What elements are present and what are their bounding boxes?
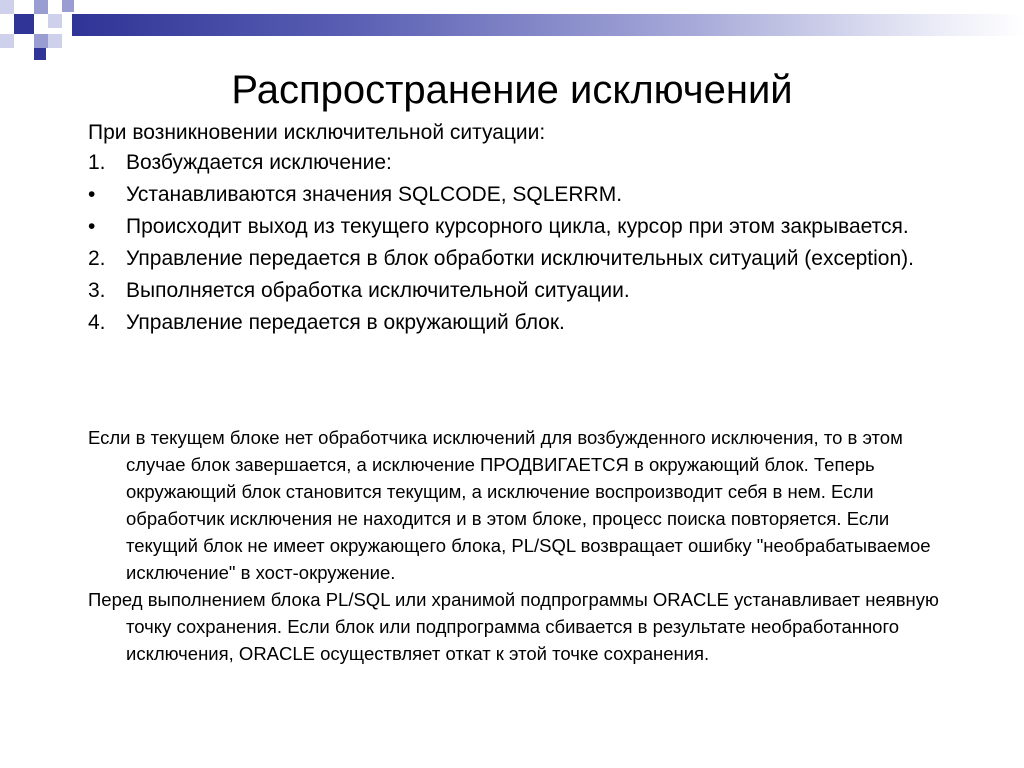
list-item-text: Происходит выход из текущего курсорного цикла, курсор при этом закрывается.	[126, 215, 909, 238]
list-item-text: Возбуждается исключение:	[126, 151, 392, 174]
decor-square	[14, 14, 34, 34]
list-marker: 4.	[88, 311, 106, 334]
list-marker: •	[88, 215, 96, 238]
notes-block	[88, 424, 948, 667]
content-list	[88, 118, 988, 340]
decor-square	[48, 14, 62, 28]
decor-square	[0, 34, 14, 48]
header-decoration	[0, 0, 1024, 64]
decor-square	[0, 0, 14, 14]
decor-square	[48, 34, 62, 48]
slide-title: Распространение исключений	[231, 68, 793, 112]
list-item-text: Управление передается в блок обработки исключительных ситуаций (exception).	[126, 247, 914, 270]
list-intro: При возникновении исключительной ситуации:	[88, 121, 546, 144]
list-item-text: Устанавливаются значения SQLCODE, SQLERRM.	[126, 183, 623, 206]
list-item	[88, 212, 988, 242]
list-item	[88, 308, 988, 338]
list-marker: 3.	[88, 279, 106, 302]
list-marker: 1.	[88, 151, 106, 174]
header-gradient-bar	[72, 14, 1024, 36]
decor-square	[34, 48, 46, 60]
note-paragraph: Перед выполнением блока PL/SQL или хранимой подпрограммы ORACLE устанавливает неявную точку сохранения. Если блок или подпрограмма сбивается в результате необработанного исключения, ORACLE осуществляет откат к этой точке сохранения.	[88, 589, 939, 664]
list-item	[88, 180, 988, 210]
list-item-text: Управление передается в окружающий блок.	[126, 311, 565, 334]
list-item-text: Выполняется обработка исключительной ситуации.	[126, 279, 630, 302]
note-paragraph: Если в текущем блоке нет обработчика исключений для возбужденного исключения, то в этом случае блок завершается, а исключение ПРОДВИГАЕТСЯ в окружающий блок. Теперь окружающий блок становится текущим, а исключение воспроизводит себя в нем. Если обработчик исключения не находится и в этом блоке, процесс поиска повторяется. Если текущий блок не имеет окружающего блока, PL/SQL возвращает ошибку "необрабатываемое исключение" в хост-окружение.	[88, 427, 931, 583]
list-marker: •	[88, 183, 96, 206]
list-item	[88, 276, 988, 306]
decor-square	[34, 0, 48, 14]
list-item	[88, 244, 988, 274]
list-item	[88, 148, 988, 178]
list-marker: 2.	[88, 247, 106, 270]
decor-square	[62, 0, 74, 12]
decor-square	[34, 34, 48, 48]
